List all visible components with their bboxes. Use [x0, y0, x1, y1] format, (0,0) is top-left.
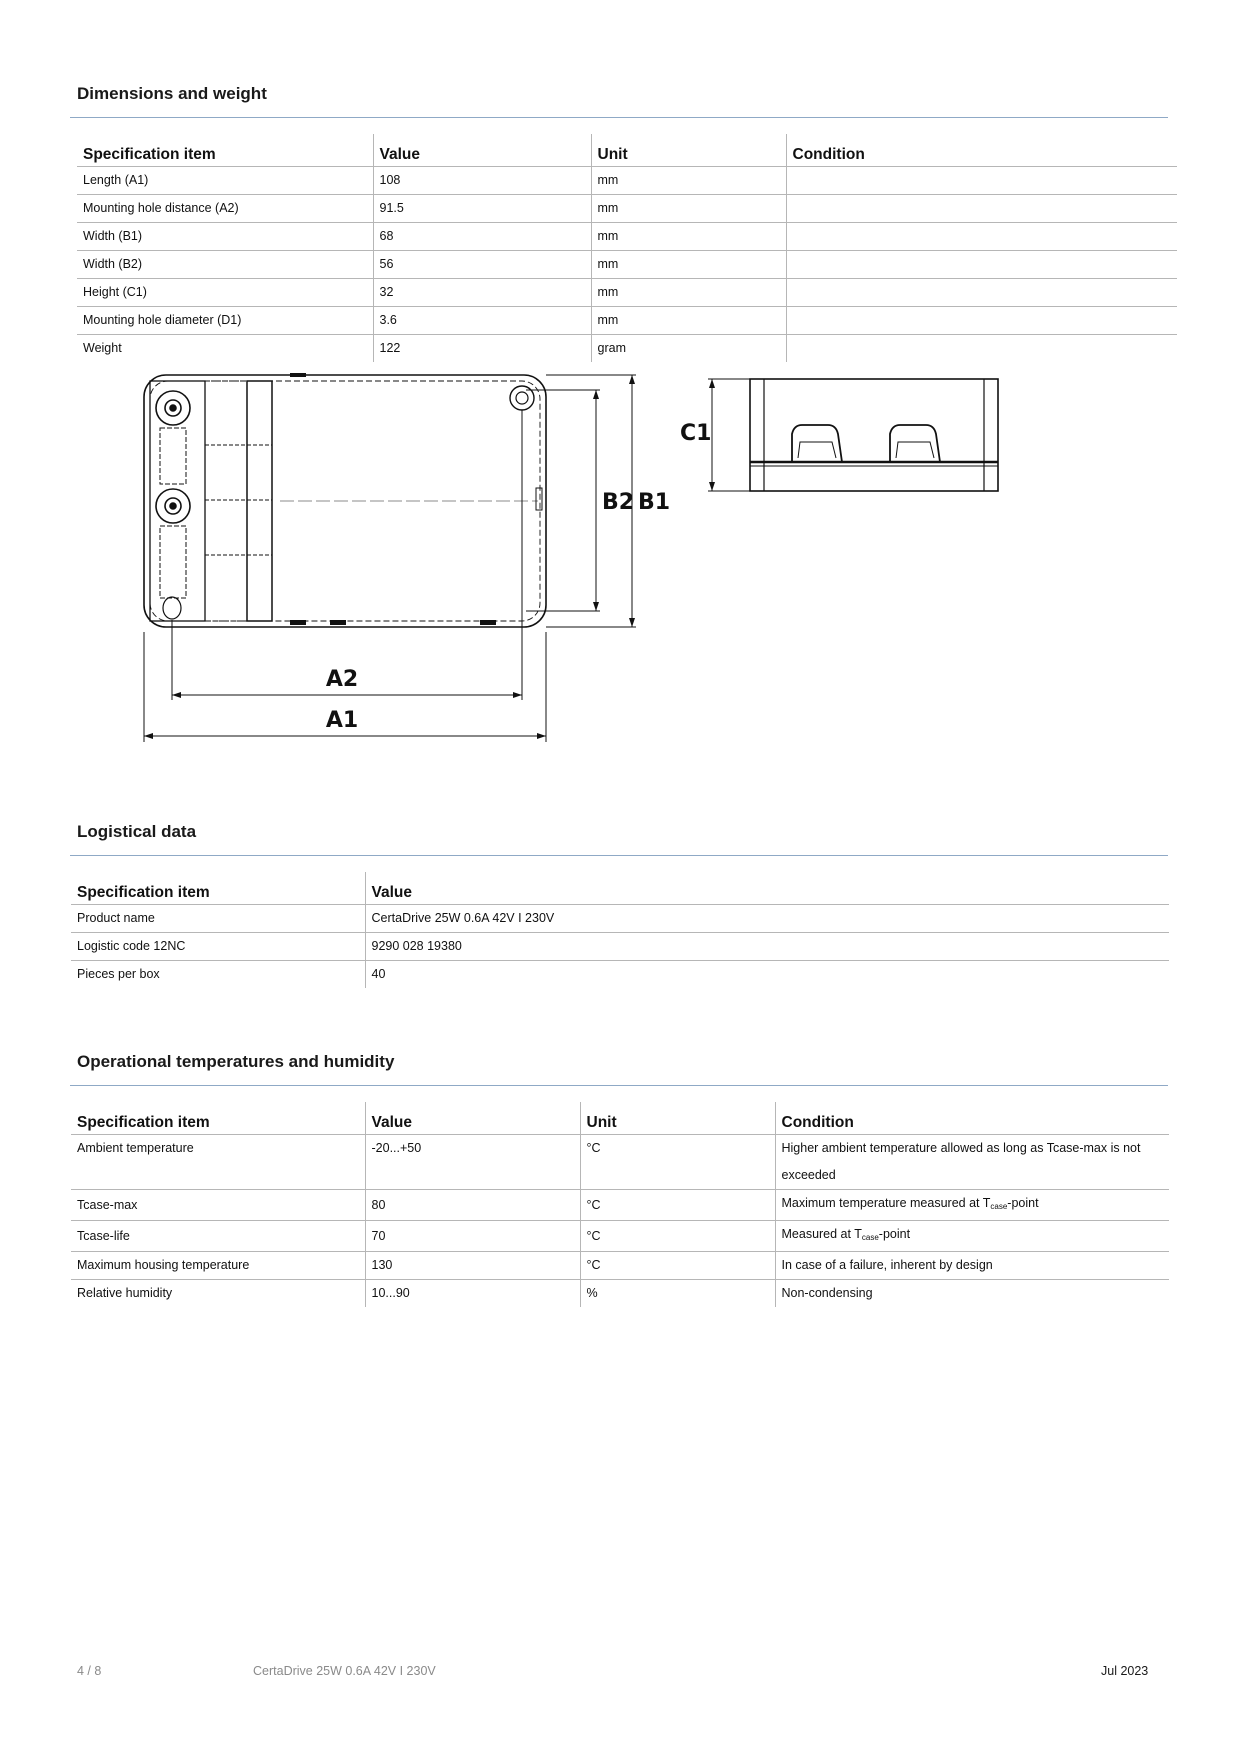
section-title-operational: Operational temperatures and humidity	[77, 1052, 395, 1071]
spec-condition	[786, 335, 1177, 363]
spec-item: Mounting hole diameter (D1)	[83, 313, 242, 327]
table-row	[77, 335, 1177, 363]
column-header: Specification item	[83, 146, 216, 163]
condition-text: -point	[878, 1227, 911, 1241]
section-divider	[70, 855, 1168, 856]
spec-value: CertaDrive 25W 0.6A 42V I 230V	[365, 905, 1169, 933]
column-header: Value	[365, 1102, 580, 1135]
spec-item: Tcase-max	[77, 1197, 138, 1212]
table-row	[71, 1190, 1169, 1221]
condition-subscript: case	[990, 1202, 1008, 1211]
table-row	[71, 1221, 1169, 1252]
spec-item: Ambient temperature	[77, 1141, 194, 1155]
column-header: Specification item	[77, 1114, 210, 1131]
spec-condition	[775, 1221, 1169, 1252]
spec-value: 40	[365, 961, 1169, 989]
spec-unit: °C	[580, 1221, 775, 1252]
dimensions-table	[77, 134, 1177, 362]
logistical-table	[71, 872, 1169, 988]
spec-condition	[786, 195, 1177, 223]
footer-page-number: 4 / 8	[77, 1664, 102, 1678]
spec-unit: mm	[591, 167, 786, 195]
table-row	[71, 1135, 1169, 1190]
spec-value: 56	[373, 251, 591, 279]
spec-item: Logistic code 12NC	[77, 939, 186, 953]
spec-value: 108	[373, 167, 591, 195]
terminal-strain-relief	[205, 381, 247, 621]
spec-item: Maximum housing temperature	[77, 1258, 250, 1272]
table-header-row	[77, 134, 1177, 167]
label-a1: A1	[325, 708, 359, 733]
spec-condition	[786, 279, 1177, 307]
spec-value: 70	[365, 1221, 580, 1252]
label-b2: B2	[602, 490, 635, 515]
spec-item: Product name	[77, 911, 155, 925]
spec-condition	[786, 307, 1177, 335]
table-row	[77, 167, 1177, 195]
table-row	[77, 223, 1177, 251]
spec-value: 130	[365, 1252, 580, 1280]
column-header: Unit	[580, 1102, 775, 1135]
column-header: Value	[365, 872, 1169, 905]
spec-unit: gram	[591, 335, 786, 363]
label-a2: A2	[325, 667, 359, 692]
table-row	[77, 195, 1177, 223]
spec-item: Weight	[83, 341, 122, 355]
column-header: Specification item	[77, 884, 210, 901]
spec-condition: Higher ambient temperature allowed as long as Tcase-max is not exceeded	[775, 1135, 1169, 1190]
column-header: Condition	[775, 1102, 1169, 1135]
mounting-hole	[163, 597, 181, 619]
column-header: Condition	[786, 134, 1177, 167]
spec-value: 9290 028 19380	[365, 933, 1169, 961]
condition-text: Maximum temperature measured at T	[781, 1196, 991, 1210]
table-row	[77, 307, 1177, 335]
spec-value: 68	[373, 223, 591, 251]
spec-value: 32	[373, 279, 591, 307]
section-divider	[70, 1085, 1168, 1086]
spec-unit: mm	[591, 279, 786, 307]
condition-text: -point	[1007, 1196, 1039, 1210]
spec-unit: mm	[591, 307, 786, 335]
table-row	[77, 279, 1177, 307]
condition-text: Measured at T	[781, 1227, 862, 1241]
spec-item: Pieces per box	[77, 967, 160, 981]
spec-value: 80	[365, 1190, 580, 1221]
spec-condition: Non-condensing	[775, 1280, 1169, 1308]
spec-unit: mm	[591, 223, 786, 251]
section-title-dimensions: Dimensions and weight	[77, 84, 267, 103]
table-row	[71, 905, 1169, 933]
operational-table	[71, 1102, 1169, 1307]
spec-unit: mm	[591, 195, 786, 223]
table-row	[71, 1280, 1169, 1308]
spec-condition	[786, 251, 1177, 279]
spec-value: -20...+50	[365, 1135, 580, 1190]
top-view-drawing	[140, 370, 671, 745]
housing-side-outline	[750, 379, 998, 491]
footer-date: Jul 2023	[1101, 1664, 1149, 1678]
spec-item: Width (B2)	[83, 257, 143, 271]
table-row	[71, 933, 1169, 961]
side-view-drawing	[680, 370, 1010, 505]
table-row	[77, 251, 1177, 279]
spec-value: 3.6	[373, 307, 591, 335]
spec-value: 91.5	[373, 195, 591, 223]
section-divider	[70, 117, 1168, 118]
table-row	[71, 961, 1169, 989]
column-header: Unit	[591, 134, 786, 167]
spec-item: Mounting hole distance (A2)	[83, 201, 239, 215]
label-b1: B1	[638, 490, 671, 515]
footer-product-name: CertaDrive 25W 0.6A 42V I 230V	[253, 1664, 436, 1678]
spec-condition	[775, 1190, 1169, 1221]
condition-subscript: case	[861, 1233, 879, 1242]
table-header-row	[71, 872, 1169, 905]
spec-value: 122	[373, 335, 591, 363]
spec-item: Height (C1)	[83, 285, 147, 299]
section-title-logistical: Logistical data	[77, 822, 197, 841]
spec-unit: mm	[591, 251, 786, 279]
spec-condition: In case of a failure, inherent by design	[775, 1252, 1169, 1280]
spec-item: Length (A1)	[83, 173, 149, 187]
spec-unit: %	[580, 1280, 775, 1308]
spec-condition	[786, 223, 1177, 251]
spec-item: Tcase-life	[77, 1228, 130, 1243]
spec-item: Relative humidity	[77, 1286, 173, 1300]
table-header-row	[71, 1102, 1169, 1135]
spec-unit: °C	[580, 1135, 775, 1190]
spec-condition	[786, 167, 1177, 195]
spec-unit: °C	[580, 1190, 775, 1221]
spec-item: Width (B1)	[83, 229, 143, 243]
spec-value: 10...90	[365, 1280, 580, 1308]
column-header: Value	[373, 134, 591, 167]
label-c1: C1	[680, 421, 712, 446]
terminal-wall	[247, 381, 272, 621]
spec-unit: °C	[580, 1252, 775, 1280]
table-row	[71, 1252, 1169, 1280]
